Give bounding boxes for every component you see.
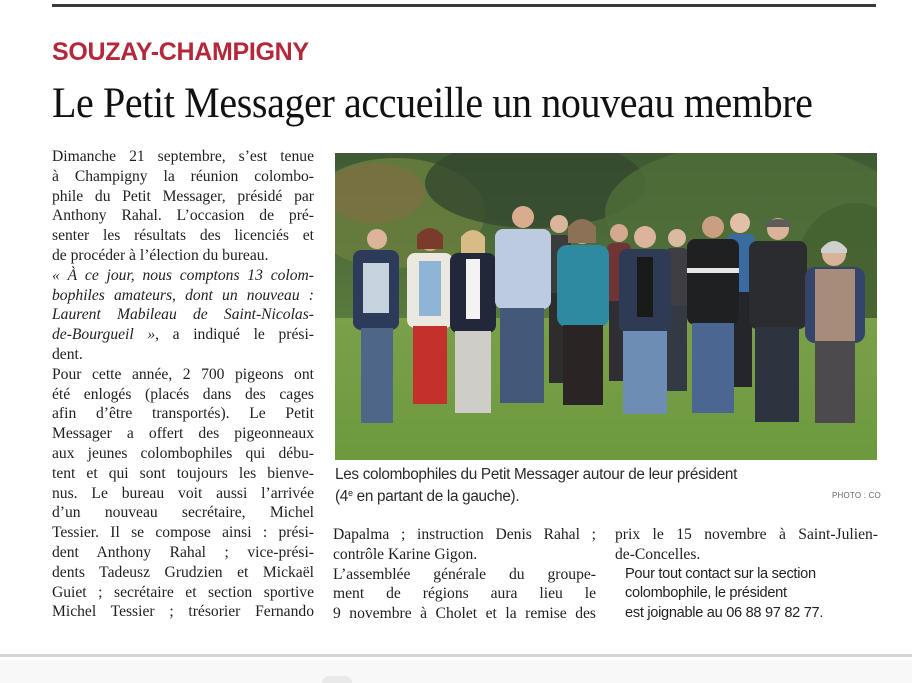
- caption-line-2: [335, 484, 805, 506]
- text-line: 9 novembre à Cholet et la remise des: [333, 605, 596, 623]
- text-line: dent.: [52, 345, 83, 363]
- bottom-divider: [0, 654, 912, 657]
- text-line: nus. Le bureau voit aussi l’arrivée: [52, 484, 314, 502]
- text-line: ment de régions aura lieu le: [333, 585, 596, 603]
- contact-box: [615, 565, 878, 624]
- text-line: Pour cette année, 2 700 pigeons ont: [52, 365, 314, 383]
- text-line: à Champigny la réunion colombo-: [52, 167, 314, 185]
- photo-credit: PHOTO : CO: [832, 491, 881, 500]
- caption-text: (4: [335, 488, 349, 505]
- attribution: , a indiqué le prési-: [155, 326, 314, 344]
- quote-line: « À ce jour, nous comptons 13 colom-: [52, 266, 314, 284]
- article-headline: Le Petit Messager accueille un nouveau membre: [52, 80, 813, 127]
- article-column-2: [333, 525, 596, 624]
- bottom-toolbar-area: [0, 660, 912, 683]
- group-photo-illustration: [335, 153, 877, 460]
- scroll-handle[interactable]: [322, 676, 352, 683]
- article-column-1: [52, 147, 314, 622]
- group-photo: [335, 153, 877, 460]
- photo-caption: [335, 465, 805, 506]
- top-rule: [52, 4, 876, 7]
- text-line: senter les résultats des licenciés et: [52, 227, 314, 245]
- text-line: de procéder à l’élection du bureau.: [52, 246, 269, 264]
- text-line: Dapalma ; instruction Denis Rahal ;: [333, 526, 596, 543]
- text-line: de-Concelles.: [615, 545, 701, 563]
- quote-end: de-Bourgueil »: [52, 326, 156, 344]
- quote-line: bophiles amateurs, dont un nouveau :: [52, 286, 314, 304]
- text-line: Michel Tessier ; trésorier Fernando: [52, 603, 314, 621]
- contact-line: Pour tout contact sur la section: [625, 565, 816, 582]
- contact-line: colombophile, le président: [625, 585, 787, 602]
- caption-line-1: Les colombophiles du Petit Messager autour de leur président: [335, 466, 738, 483]
- text-line: phile du Petit Messager, présidé par: [52, 187, 314, 205]
- text-line: dents Tadeusz Grudzien et Mickaël: [52, 563, 314, 581]
- caption-text: en partant de la gauche).: [352, 488, 520, 505]
- text-line: d’un nouveau secrétaire, Michel: [52, 504, 314, 522]
- text-line: Dimanche 21 septembre, s’est tenue: [52, 148, 314, 165]
- text-line: Guiet ; secrétaire et section sportive: [52, 583, 314, 601]
- contact-line: est joignable au 06 88 97 82 77.: [625, 605, 824, 622]
- text-line-mixed: [52, 325, 314, 345]
- text-line: contrôle Karine Gigon.: [333, 545, 478, 563]
- quote-line: Laurent Mabileau de Saint-Nicolas-: [52, 306, 314, 324]
- text-line: Messager a offert des pigeonneaux: [52, 425, 314, 443]
- text-line: Anthony Rahal. L’occasion de pré-: [52, 207, 314, 225]
- text-line: aux jeunes colombophiles qui débu-: [52, 444, 314, 462]
- text-line: tent et qui sont toujours les bienve-: [52, 464, 314, 482]
- article-column-3: [615, 525, 878, 624]
- text-line: prix le 15 novembre à Saint-Julien-: [615, 526, 878, 543]
- caption-superscript: e: [348, 488, 353, 498]
- text-line: été enlogés (placés dans des cages: [52, 385, 314, 403]
- text-line: L’assemblée générale du groupe-: [333, 565, 596, 583]
- section-kicker: SOUZAY-CHAMPIGNY: [52, 38, 309, 66]
- text-line: afin d’être transportés). Le Petit: [52, 405, 314, 423]
- text-line: Tessier. Il se compose ainsi : prési-: [52, 524, 314, 542]
- text-line: dent Anthony Rahal ; vice-prési-: [52, 543, 314, 561]
